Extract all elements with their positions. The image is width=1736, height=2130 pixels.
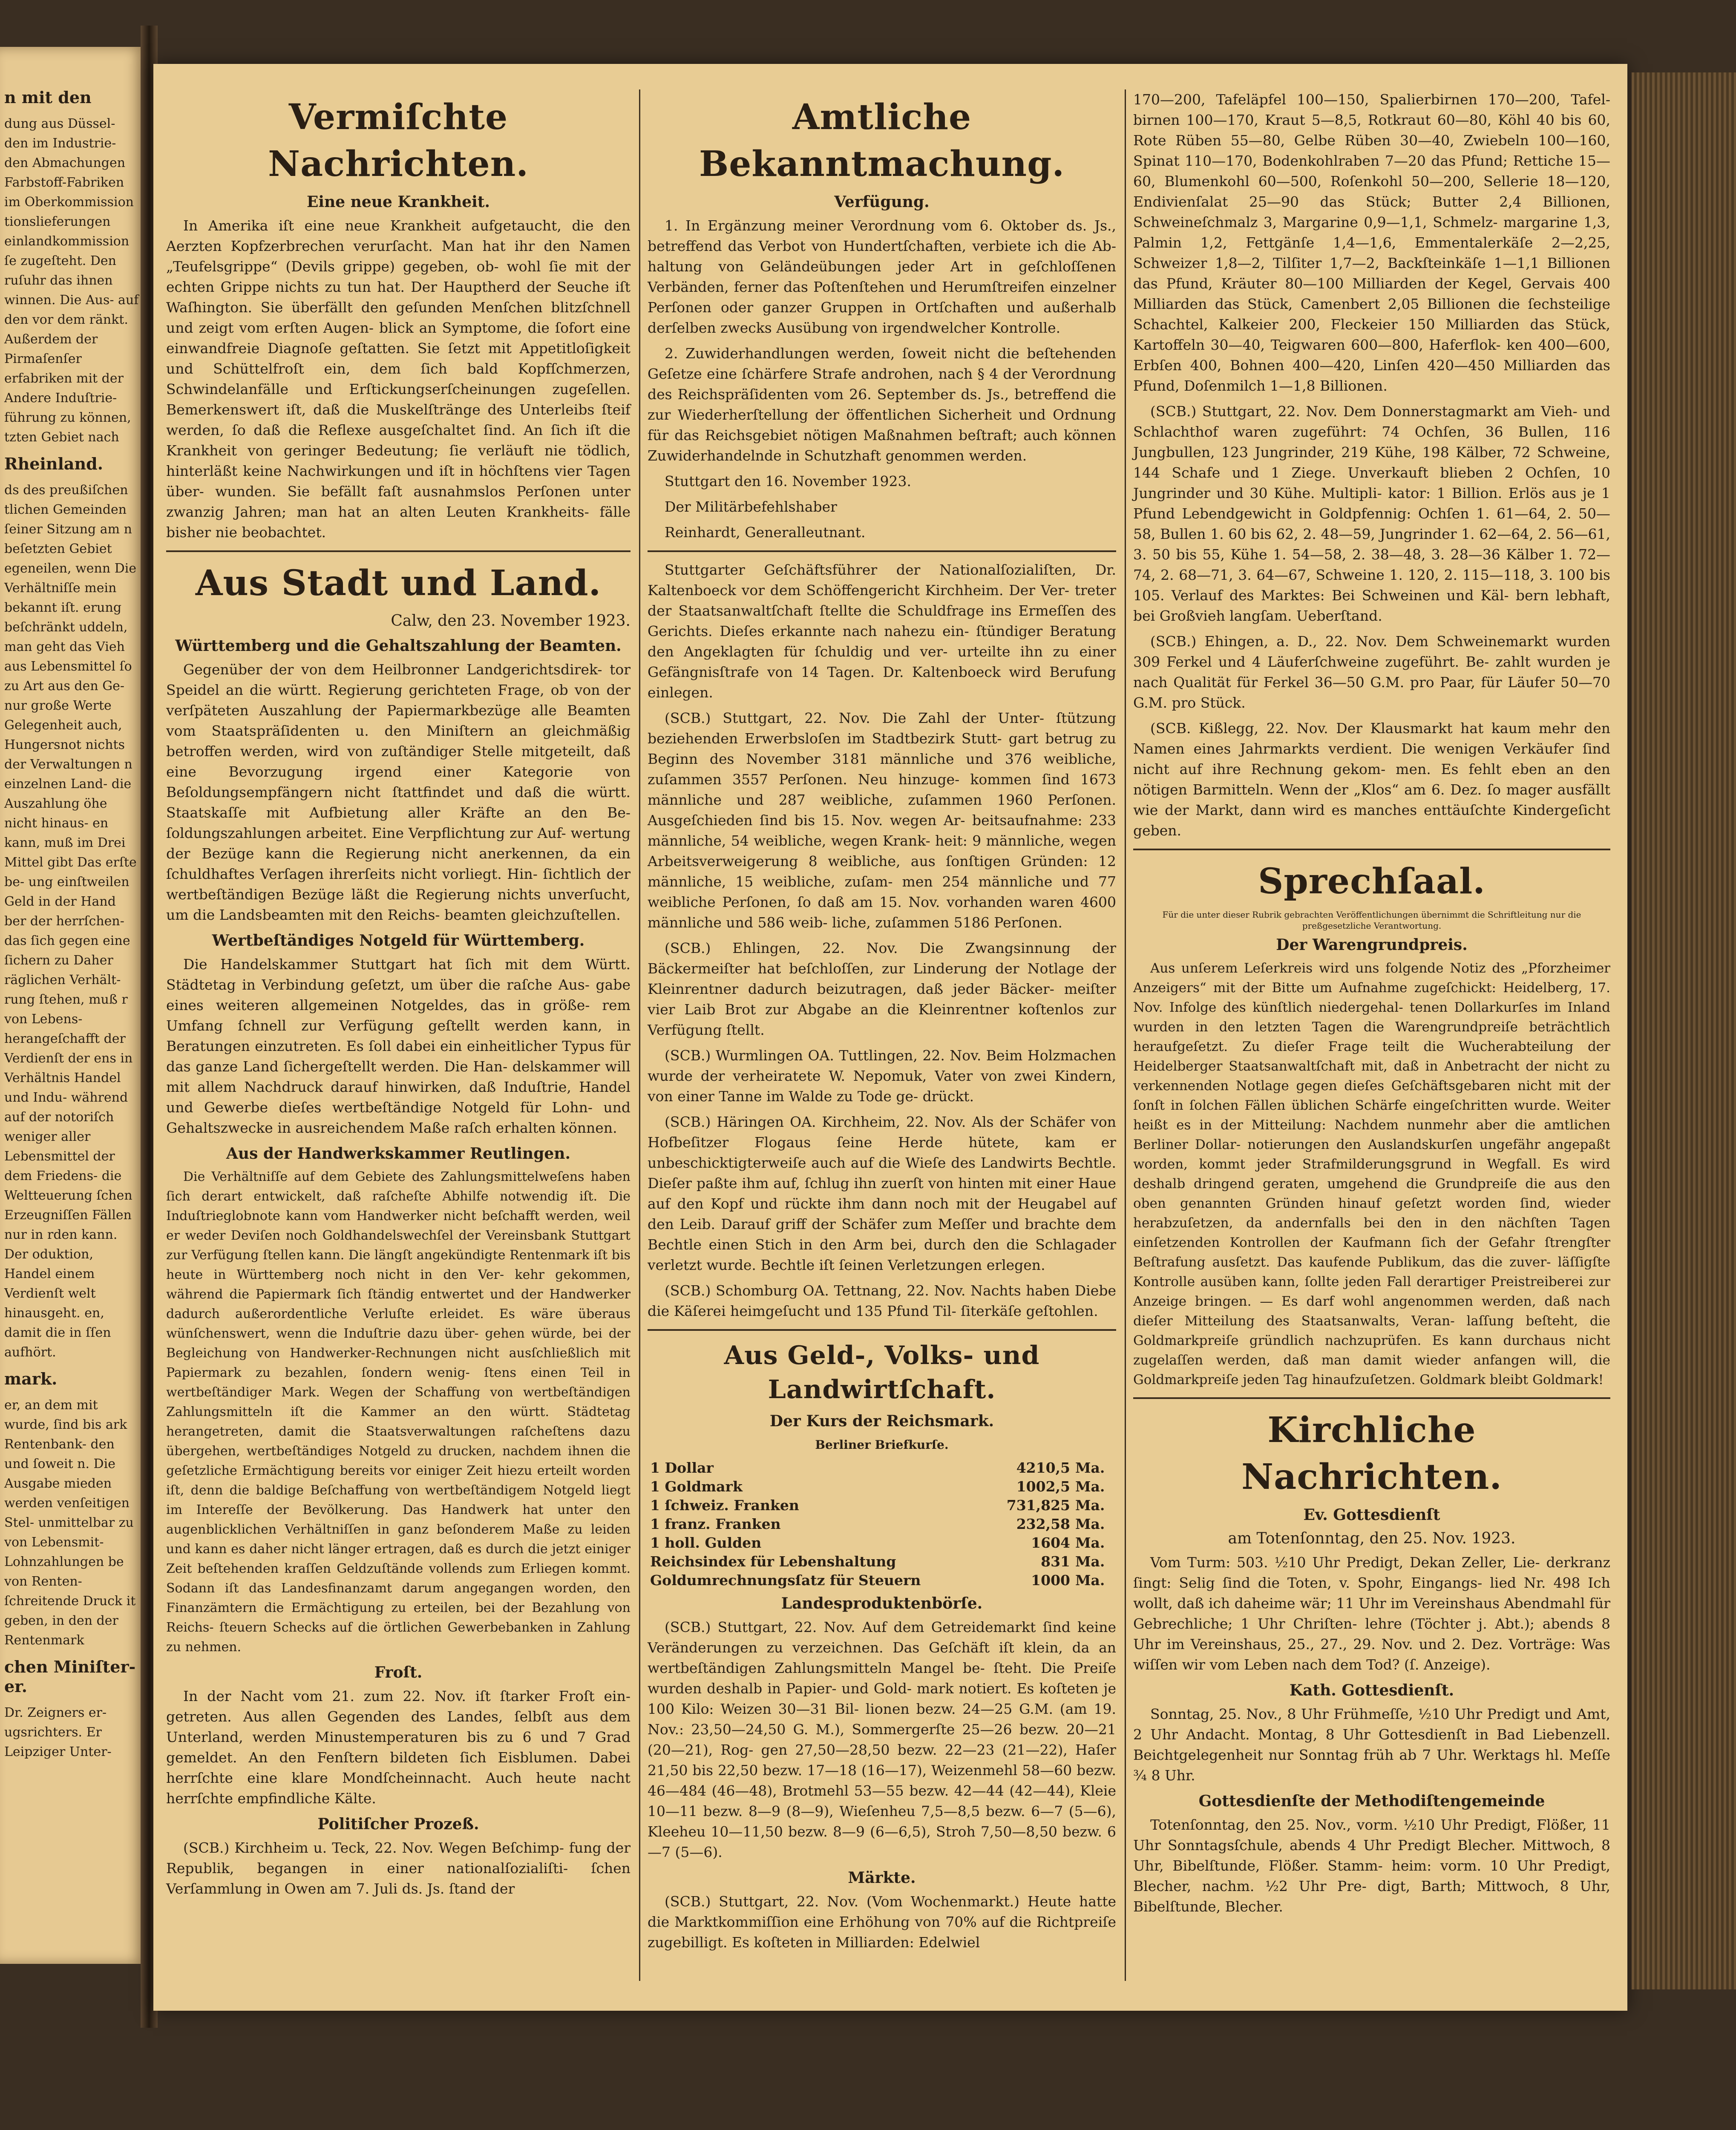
rate-unit: Ma.	[1075, 1478, 1105, 1495]
rate-unit: Ma.	[1075, 1497, 1105, 1514]
article-text: Die Verhältniſſe auf dem Gebiete des Zahlungsmittelweſens haben ſich derart entwickelt, daß raſcheſte Abhilfe notwendig iſt. Die Induſtrieglobnote kann vom Handwerker nicht beſchafft werden, weil er weder Deviſen noch Goldhandelswechſel der Vereinsbank Stuttgart zur Verfügung ſtellen kann. Die längſt angekündigte Rentenmark iſt bis heute in Württemberg noch nicht in den Ver- kehr gekommen, während die Papiermark ſich ſtändig entwertet und der Handwerker dadurch außerordentliche Verluſte erleidet. Es wäre überaus wünſchenswert, wenn die Induſtrie dazu über- gehen würde, bei der Begleichung von Handwerker-Rechnungen nicht ausſchließlich mit Papiermark zu bezahlen, ſondern wenig- ſtens einen Teil in wertbeſtändiger Mark. Wegen der Schaffung von wertbeſtändigen Zahlungsmitteln iſt die Kammer an den württ. Städtetag herangetreten, damit die Staatsverwaltungen raſcheſtens dazu übergehen, wertbeſtändiges Notgeld zu drucken, nachdem ihnen die geſetzliche Ermächtigung bereits vor einiger Zeit hiezu erteilt worden iſt, denn die baldige Beſchaffung von wertbeſtändigem Notgeld liegt im Intereſſe der Bevölkerung. Das Handwerk hat unter den augenblicklichen Verhältniſſen in ganz beſonderem Maße zu leiden und kann es daher nicht länger ertragen, daß es durch die jetzt einiger Zeit beſtehenden kraſſen Geldzuſtände vollends zum Erliegen kommt. Sodann iſt das Landesfinanzamt darum angegangen worden, den Finanzämtern die Ermächtigung zu erteilen, bei der Bezahlung von Reichs- ſteuern Schecks auf die örtlichen Gewerbebanken in Zahlung zu nehmen.	[166, 1169, 630, 1655]
article-text: (SCB.) Stuttgart, 22. Nov. (Vom Wochenmarkt.) Heute hatte die Marktkommiſſion eine Erhöhung von 70% auf die Richtpreiſe zugebilligt. Es koſteten in Milliarden: Edelwiel	[648, 1893, 1116, 1951]
article-text: In der Nacht vom 21. zum 22. Nov. iſt ſtarker Froſt ein- getreten. Aus allen Gegenden des Landes, ſelbſt aus dem Unterland, werden Minustemperaturen bis zu 6 und 7 Grad gemeldet. An den Fenſtern bildeten ſich Eisblumen. Dabei herrſchte eine klare Mondſcheinnacht. Auch heute nacht herrſchte empfindliche Kälte.	[166, 1688, 630, 1807]
exchange-rate-row	[648, 1515, 1116, 1534]
divider	[648, 550, 1116, 552]
article-text: (SCB.) Häringen OA. Kirchheim, 22. Nov. Als der Schäfer von Hofbeſitzer Flogaus ſeine Herde hütete, kam er unbeschicktigterweiſe auch auf die Wieſe des Landwirts Bechtle. Dieſer paßte ihm auf, ſchlug ihn zuerſt von hinten mit einer Haue auf den Kopf und rückte ihm dann noch mit der Heugabel auf den Leib. Darauf griff der Schäfer zum Meſſer und brachte dem Bechtle einen Stich in den Arm bei, durch den die Schlagader verletzt wurde. Bechtle iſt ſeinen Verletzungen erlegen.	[648, 1114, 1116, 1273]
section-title: Vermiſchte Nachrichten.	[268, 97, 529, 184]
left-block: er, an dem mit wurde, ſind bis ark Rentenbank- den und ſoweit n. Die Ausgabe mieden werden venſeitigen Stel- unmittelbar zu von Lebensmit- Lohnzahlungen be von Renten- ſchreitende Druck it geben, in den der Rentenmark	[4, 1398, 136, 1648]
article-text: Totenſonntag, den 25. Nov., vorm. ½10 Uhr Predigt, Flößer, 11 Uhr Sonntagsſchule, abends 4 Uhr Predigt Blecher. Mittwoch, 8 Uhr, Bibelſtunde, Flößer. Stamm- heim: vorm. 10 Uhr Predigt, Blecher, nachm. ½2 Uhr Pre- digt, Barth; Mittwoch, 8 Uhr, Bibelſtunde, Blecher.	[1133, 1816, 1610, 1915]
rate-value: 4210,5	[1016, 1459, 1070, 1476]
article-text: (SCB.) Schomburg OA. Tettnang, 22. Nov. Nachts haben Diebe die Käſerei heimgeſucht und 135 Pfund Til- ſiterkäſe geſtohlen.	[648, 1282, 1116, 1319]
exchange-rate-row	[648, 1571, 1116, 1590]
divider	[166, 550, 630, 552]
column-1	[166, 89, 630, 1904]
signature-line: Der Militärbefehlshaber	[665, 498, 837, 515]
exchange-rate-row	[648, 1459, 1116, 1477]
rate-value: 1000	[1031, 1572, 1070, 1589]
article-text: Aus unſerem Leſerkreis wird uns folgende Notiz des „Pforzheimer Anzeigers“ mit der Bitte um Aufnahme zugeſchickt: Heidelberg, 17. Nov. Infolge des künſtlich niedergehal- tenen Dollarkurſes im Inland wurden in den letzten Tagen die Warengrundpreiſe beträchtlich heraufgeſetzt. Zu dieſer Frage teilt die Wucherabteilung der Heidelberger Staatsanwaltſchaft mit, daß in Anbetracht der nicht zu verkennenden Notlage gegen dieſes Geſchäftsgebaren nicht mit der ſonſt in ſolchen Fällen üblichen Schärfe eingeſchritten wurde. Weiter heißt es in der Mitteilung: Nachdem nunmehr aber die amtlichen Berliner Dollar- notierungen den Auslandskurſen ungefähr angepaßt worden, kommt jeder Strafmilderungsgrund in Wegfall. Es wird deshalb dringend geraten, umgehend die Grundpreiſe die aus den oben genannten Gründen hinauf geſetzt worden ſind, wieder herabzuſetzen, da andernfalls bei den in den nächſten Tagen einſetzenden Kontrollen der Kaufmann ſich der Gefahr ſtrengſter Beſtrafung ausſetzt. Das kaufende Publikum, das die zuver- läſſigſte Kontrolle ausüben kann, ſollte jeden Fall derartiger Preistreiberei zur Anzeige bringen. — Es darf wohl angenommen werden, daß nach dieſer Mitteilung des Staatsanwalts, Veran- laſſung beſteht, die Goldmarkpreiſe gründlich nachzuprüfen. Es kann durchaus nicht zugelaſſen werden, daß man damit wieder anfangen will, die Goldmarkpreiſe jeden Tag hinaufzuſetzen. Goldmark bleibt Goldmark!	[1133, 961, 1610, 1387]
rate-name: 1 holl. Gulden	[650, 1534, 762, 1551]
section-title: Aus Geld-, Volks- und Landwirtſchaft.	[724, 1341, 1040, 1405]
left-block: dung aus Düssel- den im Industrie- den Abmachungen Farbstoff-Fabriken im Oberkommission tionslieferungen einlandkommission ſe zugeſteht. Den ruſuhr das ihnen winnen. Die Aus- auf den vor dem ränkt. Außerdem der Pirmaſenſer erfabriken mit der Andere Induſtrie- führung zu können, tzten Gebiet nach	[4, 116, 139, 445]
article-text: In Amerika iſt eine neue Krankheit aufgetaucht, die den Aerzten Kopfzerbrechen verurſacht. Man hat ihr den Namen „Teufelsgrippe“ (Devils grippe) gegeben, ob- wohl ſie mit der echten Grippe nichts zu tun hat. Der Hauptherd der Seuche iſt Waſhington. Sie überfällt den geſunden Menſchen blitzſchnell und zeigt vom erſten Augen- blick an Symptome, die ſofort eine einwandfreie Diagnoſe geſtatten. Sie ſetzt mit Appetitloſigkeit und Schüttelfroſt ein, dem ſich bald Kopfſchmerzen, Schwindelanfälle und Erſtickungserſcheinungen zugeſellen. Bemerkenswert iſt, daß die Muskelſtränge des Unterleibs ſteif werden, ſo daß die Reflexe ausgeſchaltet ſind. An ſich iſt die Krankheit von geringer Bedeutung; ſie verläuft nie tödlich, hinterläßt keine Nachwirkungen und iſt in höchſtens vier Tagen über- wunden. Sie befällt faſt ausnahmslos Perſonen unter zwanzig Jahren; man hat an alten Leuten Krankheits- fälle bisher nie beobachtet.	[166, 217, 630, 541]
rate-name: 1 Goldmark	[650, 1478, 743, 1495]
section-title: Aus Stadt und Land.	[195, 563, 602, 604]
article-text: (SCB.) Ehlingen, 22. Nov. Die Zwangsinnung der Bäckermeiſter hat beſchloſſen, zur Linderung der Notlage der Kleinrentner dadurch beizutragen, daß jeder Bäcker- meiſter vier Laib Brot zur Abgabe an die Kleinrentner koſtenlos zur Verfügung ſtellt.	[648, 940, 1116, 1038]
article-subheading: Berliner Briefkurſe.	[815, 1438, 949, 1452]
rate-unit: Ma.	[1075, 1516, 1105, 1532]
rate-value: 831	[1041, 1553, 1070, 1570]
rate-unit: Ma.	[1075, 1459, 1105, 1476]
section-title: Amtliche Bekanntmachung.	[699, 97, 1065, 184]
article-text: Gegenüber der von dem Heilbronner Landgerichtsdirek- tor Speidel an die württ. Regierung gerichteten Frage, ob von der verſpäteten Auszahlung der Papiermarkbezüge alle Beamten vom Staatspräſidenten u. den Miniſtern an gleichmäßig betroffen werden, wird von zuſtändiger Stelle mitgeteilt, daß eine Bevorzugung irgend einer Kategorie von Beſoldungsempfängern nicht ſtattfindet und daß die württ. Staatskaſſe mit Aufbietung aller Kräfte an den Be- ſoldungszahlungen arbeitet. Eine Verpflichtung zur Auf- wertung der Bezüge kann die Regierung nicht anerkennen, da ein ſchuldhaftes Verſagen ihrerſeits nicht vorliegt. Hin- ſichtlich der wertbeſtändigen Bezüge läßt die Regierung nichts unverſucht, um die Landsbeamten mit den Reichs- beamten gleichzuſtellen.	[166, 661, 630, 923]
divider	[1133, 1397, 1610, 1399]
article-heading: Kath. Gottesdienſt.	[1289, 1681, 1454, 1699]
rate-name: Goldumrechnungsſatz für Steuern	[650, 1572, 921, 1589]
column-rule	[639, 89, 640, 1981]
rate-name: 1 franz. Franken	[650, 1516, 781, 1532]
article-text: Stuttgart den 16. November 1923.	[665, 473, 911, 489]
exchange-rate-row	[648, 1477, 1116, 1496]
article-text: Vom Turm: 503. ½10 Uhr Predigt, Dekan Zeller, Lie- derkranz ſingt: Selig ſind die Toten, v. Spohr, Eingangs- lied Nr. 498 Ich wollt, daß ich daheime wär; 11 Uhr im Vereinshaus Abendmahl für Gebrechliche; 1 Uhr Chriſten- lehre (Töchter j. Abt.); abends 8 Uhr im Vereinshaus, 25., 27., 29. Nov. und 2. Dez. Vorträge: Was wiſſen wir vom Leben nach dem Tod? (ſ. Anzeige).	[1133, 1554, 1610, 1673]
section-title: Kirchliche Nachrichten.	[1241, 1410, 1502, 1497]
article-text: 170—200, Tafeläpfel 100—150, Spalierbirnen 170—200, Tafel- birnen 100—170, Kraut 5—8,5, Rotkraut 60—80, Köhl 40 bis 60, Rote Rüben 55—80, Gelbe Rüben 30—40, Zwiebeln 100—160, Spinat 110—170, Bodenkohlraben 7—20 das Pfund; Rettiche 15—60, Blumenkohl 60—500, Roſenkohl 50—200, Sellerie 18—120, Endivienſalat 25—90 das Stück; Butter 2,4 Billionen, Schweineſchmalz 3, Margarine 0,9—1,1, Schmelz- margarine 1,3, Palmin 1,2, Fettgänſe 1,4—1,6, Emmentalerkäſe 2—2,25, Schweizer 1,8—2, Tilſiter 1,7—2, Backſteinkäſe 1—1,1 Billionen das Pfund, Kräuter 80—100 Milliarden der Kegel, Gervais 400 Milliarden das Stück, Camenbert 2,05 Billionen die ſechsteilige Schachtel, Kalkeier 200, Fleckeier 150 Milliarden das Stück, Kartoffeln 30—40, Teigwaren 600—800, Haferflok- ken 400—600, Erbſen 400, Bohnen 400—420, Linſen 420—450 Milliarden das Pfund, Doſenmilch 1—1,8 Billionen.	[1133, 91, 1610, 394]
rate-unit: Ma.	[1075, 1553, 1105, 1570]
article-heading: Märkte.	[848, 1869, 916, 1887]
left-page-fragment	[0, 47, 145, 1964]
column-rule	[1125, 89, 1126, 1981]
exchange-rate-row	[648, 1552, 1116, 1571]
article-heading: Württemberg und die Gehaltszahlung der Beamten.	[175, 637, 622, 655]
rate-unit: Ma.	[1075, 1572, 1105, 1589]
dateline: Calw, den 23. November 1923.	[391, 612, 630, 630]
article-text: (SCB.) Stuttgart, 22. Nov. Dem Donnerstagmarkt am Vieh- und Schlachthof waren zugeführt: 74 Ochſen, 36 Bullen, 116 Jungbullen, 123 Jungrinder, 219 Kühe, 198 Kälber, 72 Schweine, 144 Schafe und 1 Ziege. Unverkauft blieben 2 Ochſen, 10 Jungrinder und 30 Kühe. Multipli- kator: 1 Billion. Erlös aus je 1 Pfund Lebendgewicht in Goldpfennig: Ochſen 1. 61—64, 2. 50—58, Bullen 1. 60 bis 62, 2. 48—59, Jungrinder 1. 62—64, 2. 56—61, 3. 50 bis 55, Kühe 1. 54—58, 2. 38—48, 3. 28—36 Kälber 1. 72—74, 2. 68—71, 3. 64—67, Schweine 1. 120, 2. 115—118, 3. 100 bis 105. Verlauf des Marktes: Bei Schweinen und Käl- bern lebhaft, bei Großvieh langſam. Ueberſtand.	[1133, 403, 1610, 624]
newspaper-page	[153, 64, 1627, 2011]
article-heading: Ev. Gottesdienſt	[1303, 1506, 1440, 1524]
rate-name: 1 Dollar	[650, 1459, 714, 1476]
article-text: Sonntag, 25. Nov., 8 Uhr Frühmeſſe, ½10 Uhr Predigt und Amt, 2 Uhr Andacht. Montag, 8 Uhr Gottesdienſt in Bad Liebenzell. Beichtgelegenheit nur Sonntag früh ab 7 Uhr. Werktags hl. Meſſe ¾ 8 Uhr.	[1133, 1706, 1610, 1784]
article-heading: Froſt.	[374, 1664, 423, 1681]
rate-value: 232,58	[1016, 1516, 1070, 1532]
section-title: Sprechſaal.	[1258, 861, 1486, 902]
exchange-rate-row	[648, 1534, 1116, 1552]
left-heading: Rheinland.	[4, 454, 103, 473]
article-heading: Der Kurs der Reichsmark.	[769, 1412, 994, 1430]
article-text: (SCB.) Stuttgart, 22. Nov. Die Zahl der Unter- ſtützung beziehenden Erwerbsloſen im Stadtbezirk Stutt- gart betrug zu Beginn des November 3181 männliche und 376 weibliche, zuſammen 3557 Perſonen. Neu hinzuge- kommen ſind 1673 männliche und 287 weibliche, zuſammen 1960 Perſonen. Ausgeſchieden ſind bis 15. Nov. wegen Ar- beitsaufnahme: 233 männliche, 54 weibliche, wegen Krank- heit: 9 männliche, wegen Arbeitsverweigerung 8 weibliche, aus ſonſtigen Gründen: 12 männliche, 15 weibliche, zuſam- men 254 männliche und 77 weibliche Perſonen, ſo daß am 15. Nov. vorhanden waren 4600 männliche und 586 weib- liche, zuſammen 5186 Perſonen.	[648, 710, 1116, 931]
left-heading: n mit den	[4, 88, 92, 107]
left-heading: chen Miniſter- er.	[4, 1657, 136, 1696]
column-2	[648, 89, 1116, 1958]
column-3	[1133, 89, 1610, 1922]
article-text: (SCB.) Wurmlingen OA. Tuttlingen, 22. Nov. Beim Holzmachen wurde der verheiratete W. Nepomuk, Vater von zwei Kindern, von einer Tanne im Walde zu Tode ge- drückt.	[648, 1047, 1116, 1105]
article-heading: Landesproduktenbörſe.	[781, 1595, 983, 1612]
article-text: (SCB.) Stuttgart, 22. Nov. Auf dem Getreidemarkt ſind keine Veränderungen zu verzeichnen. Das Geſchäft iſt klein, da an wertbeſtändigen Zahlungsmitteln Mangel be- ſteht. Die Preiſe wurden deshalb in Papier- und Gold- mark notiert. Es koſteten je 100 Kilo: Weizen 30—31 Bil- lionen bezw. 24—25 G.M. (am 19. Nov.: 23,50—24,50 G. M.), Sommergerſte 25—26 bezw. 20—21 (20—21), Rog- gen 27,50—28,50 bezw. 22—23 (21—22), Haſer 21,50 bis 22,50 bezw. 17—18 (16—17), Weizenmehl 58—60 bezw. 46—484 (46—48), Brotmehl 53—55 bezw. 42—44 (42—44), Kleie 10—11 bezw. 8—9 (8—9), Wieſenheu 7,5—8,5 bezw. 6—7 (5—6), Kleeheu 10—11,50 bezw. 8—9 (6—6,5), Stroh 7,50—8,50 bezw. 6—7 (5—6).	[648, 1619, 1116, 1860]
article-heading: Der Warengrundpreis.	[1276, 936, 1468, 954]
article-heading: Wertbeſtändiges Notgeld für Württemberg.	[212, 932, 585, 950]
article-subheading: am Totenſonntag, den 25. Nov. 1923.	[1228, 1530, 1516, 1547]
article-heading: Aus der Handwerkskammer Reutlingen.	[226, 1145, 571, 1163]
rate-unit: Ma.	[1075, 1534, 1105, 1551]
rate-value: 1604	[1031, 1534, 1070, 1551]
article-text: 1. In Ergänzung meiner Verordnung vom 6. Oktober ds. Js., betreffend das Verbot von Hundertſchaften, verbiete ich die Ab- haltung von Geländeübungen jeder Art in geſchloſſenen Verbänden, ferner das Poſtenſtehen und Herumſtreifen einzelner Perſonen oder ganzer Gruppen in Ortſchaften und außerhalb derſelben zwecks Ausübung von irgendwelcher Kontrolle.	[648, 217, 1116, 336]
article-text: (SCB.) Ehingen, a. D., 22. Nov. Dem Schweinemarkt wurden 309 Ferkel und 4 Läuferſchweine zugeführt. Be- zahlt wurden je nach Qualität für Ferkel 36—50 G.M. pro Paar, für Läufer 50—70 G.M. pro Stück.	[1133, 633, 1610, 711]
divider	[1133, 849, 1610, 850]
divider	[648, 1329, 1116, 1331]
left-block: Dr. Zeigners er- ugsrichters. Er Leipziger Unter-	[4, 1705, 112, 1759]
article-text: 2. Zuwiderhandlungen werden, ſoweit nicht die beſtehenden Geſetze eine ſchärfere Strafe androhen, nach § 4 der Verordnung des Reichspräſidenten vom 26. September ds. Js., betreffend die zur Wiederherſtellung der öffentlichen Sicherheit und Ordnung für das Reichsgebiet nötigen Maßnahmen beſtraft; auch können Zuwiderhandelnde in Schutzhaft genommen werden.	[648, 345, 1116, 464]
article-text: Die Handelskammer Stuttgart hat ſich mit dem Württ. Städtetag in Verbindung geſetzt, um über die raſche Aus- gabe eines weiteren allgemeinen Notgeldes, das in größe- rem Umfang ſchnell zur Verfügung geſtellt werden kann, in Beratungen einzutreten. Es ſoll dabei ein einheitlicher Typus für das ganze Land ſichergeſtellt werden. Die Han- delskammer will mit allem Nachdruck darauf hinwirken, daß Induſtrie, Handel und Gewerbe dieſes wertbeſtändige Notgeld für Lohn- und Gehaltszwecke in ausreichendem Maße raſch erhalten können.	[166, 956, 630, 1136]
rate-value: 1002,5	[1016, 1478, 1070, 1495]
rate-name: Reichsindex für Lebenshaltung	[650, 1553, 896, 1570]
left-page-text	[0, 47, 145, 1762]
rate-value: 731,825	[1006, 1497, 1070, 1514]
article-heading: Politiſcher Prozeß.	[317, 1815, 479, 1833]
article-text: (SCB. Kißlegg, 22. Nov. Der Klausmarkt hat kaum mehr den Namen eines Jahrmarkts verdient. Die wenigen Verkäufer ſind nicht auf ihre Rechnung gekom- men. Es fehlt eben an den nötigen Barmitteln. Wenn der „Klos“ am 6. Dez. ſo mager ausfällt wie der Markt, dann wird es manches enttäuſchte Kindergeſicht geben.	[1133, 720, 1610, 839]
exchange-rate-row	[648, 1496, 1116, 1515]
article-text: (SCB.) Kirchheim u. Teck, 22. Nov. Wegen Beſchimp- fung der Republik, begangen in einer nationalſozialiſti- ſchen Verſammlung in Owen am 7. Juli ds. Js. ſtand der	[166, 1839, 630, 1897]
signature-line: Reinhardt, Generalleutnant.	[665, 524, 866, 541]
article-heading: Verfügung.	[834, 193, 930, 211]
article-heading: Eine neue Krankheit.	[306, 193, 490, 211]
article-text: Stuttgarter Geſchäftsführer der Nationalſozialiſten, Dr. Kaltenboeck vor dem Schöffengericht Kirchheim. Der Ver- treter der Staatsanwaltſchaft ſtellte die Schuldfrage ins Ermeſſen des Gerichts. Dieſes erkannte nach nahezu ein- ſtündiger Beratung den Angeklagten für ſchuldig und ver- urteilte ihn zu einer Gefängnisſtrafe von 14 Tagen. Dr. Kaltenboeck wird Berufung einlegen.	[648, 561, 1116, 701]
page-stack-edge	[1632, 72, 1736, 1989]
left-heading: mark.	[4, 1369, 58, 1388]
exchange-rate-table	[648, 1459, 1116, 1590]
editorial-note: Für die unter dieser Rubrik gebrachten Veröffentlichungen übernimmt die Schriftleitung nur die preßgesetzliche Verantwortung.	[1162, 910, 1581, 931]
article-heading: Gottesdienſte der Methodiſtengemeinde	[1198, 1792, 1545, 1810]
left-block: ds des preußiſchen tlichen Gemeinden ſeiner Sitzung am n beſetzten Gebiet egeneilen, wenn Die Verhältniſſe mein bekannt iſt. erung beſchränkt uddeln, man geht das Vieh aus Lebensmittel ſo zu Art aus den Ge- nur große Werte Gelegenheit auch, Hungersnot nichts der Verwaltungen n einzelnen Land- die Auszahlung öhe nicht hinaus- en kann, muß im Drei Mittel gibt Das erſte be- ung einſtweilen Geld in der Hand ber der herrſchen- das ſich gegen eine ſichern zu Daher räglichen Verhält- rung ſtehen, muß r von Lebens- herangeſchafft der Verdienſt der ens in Verhältnis Handel und Indu- während auf der notoriſch weniger aller Lebensmittel der dem Friedens- die Weltteuerung ſchen Erzeugniſſen Fällen nur in rden kann. Der oduktion, Handel einem Verdienſt welt hinausgeht. en, damit die in ſſen aufhört.	[4, 483, 137, 1360]
rate-name: 1 ſchweiz. Franken	[650, 1497, 799, 1514]
